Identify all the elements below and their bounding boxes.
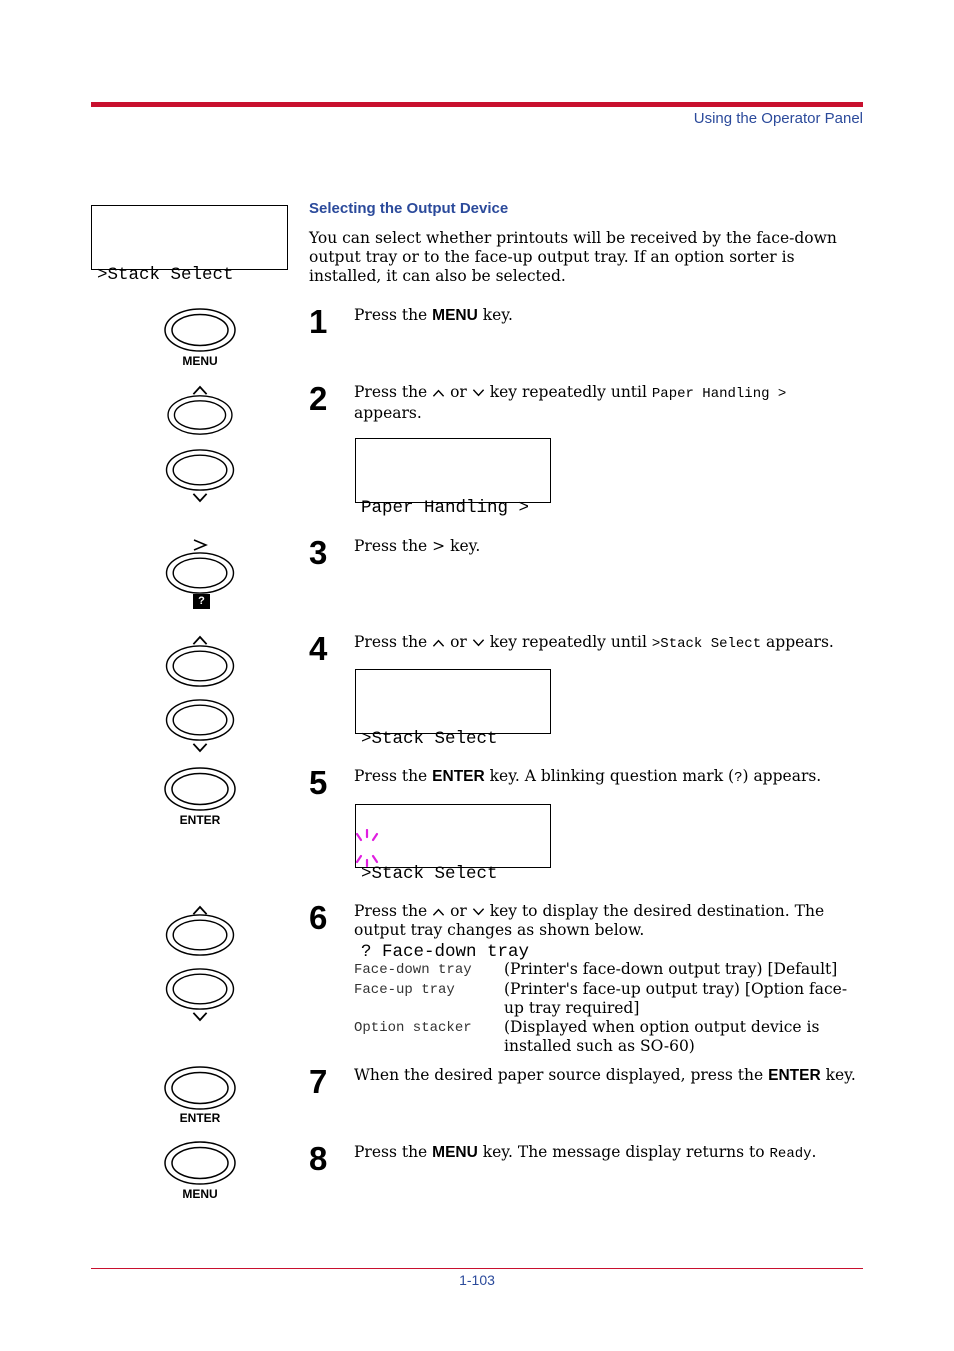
lcd-display-paper-handling: [355, 438, 551, 518]
up-arrow-icon: [432, 907, 445, 917]
step-8-text: Press the MENU key. The message display returns to Ready.: [354, 1143, 817, 1162]
page-number: 1-103: [459, 1272, 495, 1288]
step-2-text: Press the or key repeatedly until Paper Handling > appears.: [354, 383, 787, 422]
lcd-line-1: >Stack Select: [361, 864, 498, 884]
step-1-text: Press the MENU key.: [354, 306, 513, 324]
step-7-number: 7: [309, 1063, 328, 1100]
table-row: [354, 1018, 864, 1056]
step-6-text: Press the or key to display the desired destination. The output tray changes as shown below.: [354, 902, 825, 939]
lcd-line-1: >Stack Select: [97, 265, 234, 285]
down-arrow-icon: [191, 1011, 209, 1023]
table-row: [354, 980, 864, 1018]
option-code: Option stacker: [354, 1020, 472, 1036]
step-4-text: Press the or key repeatedly until >Stack Select appears.: [354, 633, 834, 652]
down-arrow-icon: [191, 742, 209, 754]
step-5-number: 5: [309, 764, 328, 801]
lcd-display-stack-select: [91, 205, 288, 285]
down-arrow-icon: [472, 388, 485, 398]
right-arrow-icon: [191, 538, 209, 552]
right-key-icon[interactable]: [163, 551, 237, 595]
step-7-text: When the desired paper source displayed, press the ENTER key.: [354, 1066, 856, 1084]
enter-key-icon[interactable]: [163, 766, 237, 812]
footer-rule: [91, 1268, 863, 1269]
enter-key-icon[interactable]: [163, 1065, 237, 1111]
step-3-number: 3: [309, 534, 328, 571]
table-row: [354, 960, 864, 980]
section-title: Using the Operator Panel: [693, 110, 863, 127]
menu-key-label: MENU: [182, 354, 218, 368]
down-key-icon[interactable]: [163, 967, 237, 1011]
down-key-icon[interactable]: [163, 448, 237, 492]
header-rule: [91, 102, 863, 107]
blink-indicator-icon: [353, 829, 381, 867]
option-code: Face-up tray: [354, 982, 455, 998]
lcd-display-blinking: [355, 804, 551, 962]
step-8-number: 8: [309, 1140, 328, 1177]
step-6-number: 6: [309, 899, 328, 936]
menu-key-label: MENU: [182, 1187, 218, 1201]
lcd-line-2: ? Face-down tray: [361, 942, 530, 962]
up-key-icon[interactable]: [163, 913, 237, 957]
up-arrow-icon: [432, 388, 445, 398]
step-2-number: 2: [309, 380, 328, 417]
enter-key-label: ENTER: [179, 1111, 221, 1125]
option-code: Face-down tray: [354, 962, 472, 978]
step-1-number: 1: [309, 303, 328, 340]
intro-paragraph: You can select whether printouts will be received by the face-down output tray or to the face-up output tray. If an option sorter is installed, it can also be selected.: [309, 229, 837, 285]
lcd-line-1: Paper Handling >: [361, 498, 530, 518]
enter-key-label: ENTER: [179, 813, 221, 827]
down-arrow-icon: [472, 638, 485, 648]
lcd-display-face-down: [355, 669, 551, 749]
section-heading: Selecting the Output Device: [309, 200, 509, 217]
down-arrow-icon: [472, 907, 485, 917]
up-arrow-icon: [432, 638, 445, 648]
step-3-text: Press the > key.: [354, 537, 481, 555]
down-key-icon[interactable]: [163, 698, 237, 742]
lcd-line-1: >Stack Select: [361, 729, 498, 749]
menu-key-icon[interactable]: [163, 1140, 237, 1186]
option-description: (Printer's face-down output tray) [Default]: [504, 960, 838, 978]
options-table: [354, 960, 864, 1056]
up-key-icon[interactable]: [163, 394, 237, 436]
menu-key-icon[interactable]: [163, 307, 237, 353]
up-key-icon[interactable]: [163, 644, 237, 688]
option-description: (Printer's face-up output tray) [Option face-up tray required]: [504, 980, 848, 1017]
option-description: (Displayed when option output device is installed such as SO-60): [504, 1018, 820, 1055]
step-4-number: 4: [309, 630, 328, 667]
question-badge-icon: ?: [193, 594, 210, 609]
step-5-text: Press the ENTER key. A blinking question mark (?) appears.: [354, 767, 822, 786]
down-arrow-icon: [191, 492, 209, 504]
